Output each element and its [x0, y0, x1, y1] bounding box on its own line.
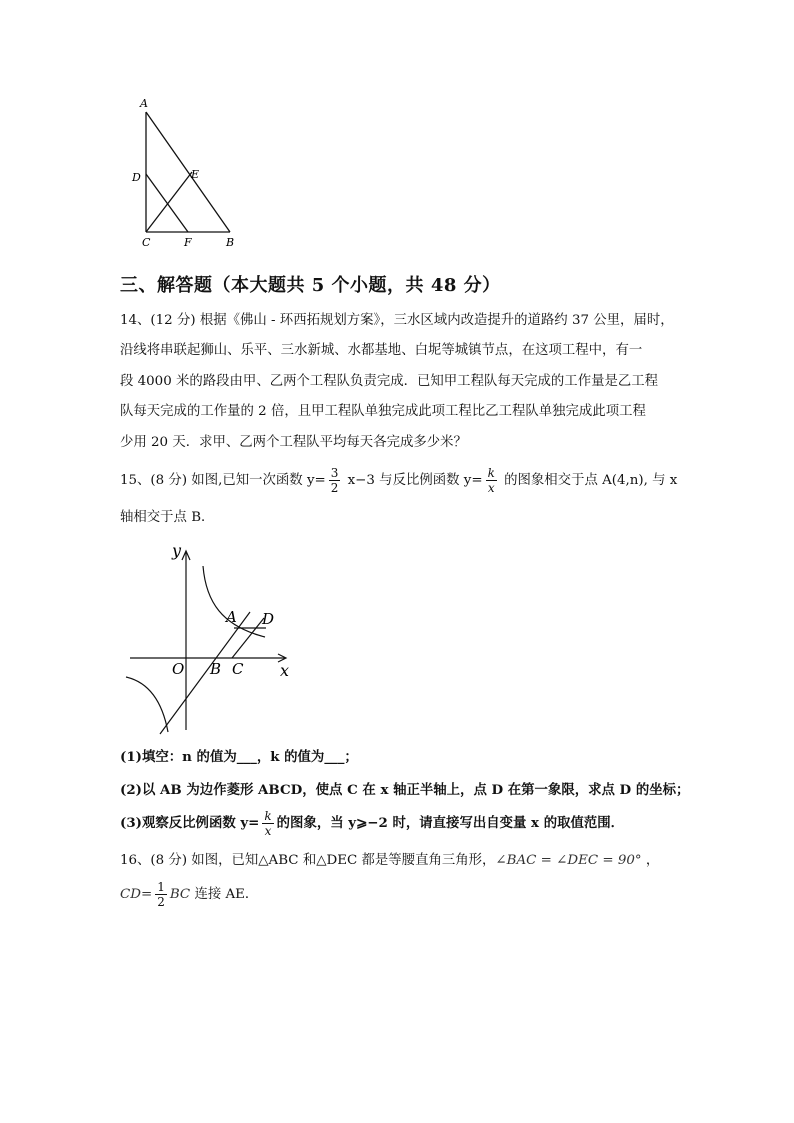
fraction-k-x: $\frac{k}{x}$: [487, 466, 495, 495]
q15-line2: 轴相交于点 B．: [120, 510, 215, 525]
fraction-k-x-2: $\frac{k}{x}$: [264, 809, 272, 838]
q14-line4: 队每天完成的工作量的 2 倍，且甲工程队单独完成此项工程比乙工程队单独完成此项工程: [120, 404, 646, 419]
q15-text-b: x−3 与反比例函数 y=: [343, 473, 483, 488]
axis-y-label: y: [172, 541, 182, 560]
q15-text-c: 的图象相交于点 A(4,n), 与 x: [499, 473, 678, 488]
q16-line2: [120, 880, 680, 910]
q15-sub1: (1)填空：n 的值为___，k 的值为___；: [120, 749, 358, 765]
q15-line1: [120, 466, 680, 496]
q15-sub3-text-b: 的图象，当 y⩾−2 时，请直接写出自变量 x 的取值范围．: [276, 815, 625, 831]
q16-text-c: 连接 AE．: [190, 887, 259, 902]
q16-angle: ∠BAC = ∠DEC = 90°: [495, 853, 642, 868]
q14-line3: 段 4000 米的路段由甲、乙两个工程队负责完成．已知甲工程队每天完成的工作量是乙工程: [120, 374, 659, 389]
label-B: B: [226, 236, 235, 249]
function-graph: [120, 540, 300, 736]
triangle-figure: [126, 96, 246, 256]
label-E: E: [191, 168, 200, 181]
q14-line1: 14、(12 分) 根据《佛山 - 环西拓规划方案》，三水区域内改造提升的道路约 37 公里，届时，: [120, 313, 674, 328]
label-A: A: [140, 97, 148, 110]
q16-text-b: ，: [641, 853, 660, 868]
q16-line1: [120, 848, 680, 874]
q16-bc: BC: [169, 887, 191, 902]
q15-sub3: [120, 808, 680, 838]
section-title: 三、解答题（本大题共 5 个小题，共 48 分）: [120, 275, 501, 296]
label-D: D: [132, 171, 141, 184]
point-D-label: D: [262, 610, 275, 628]
point-A-label: A: [226, 608, 237, 626]
q14-line2: 沿线将串联起狮山、乐平、三水新城、水都基地、白坭等城镇节点，在这项工程中，有一: [120, 343, 643, 358]
q15-sub3-text-a: (3)观察反比例函数 y=: [120, 815, 260, 831]
axis-x-label: x: [280, 661, 290, 680]
label-F: F: [184, 236, 192, 249]
label-C: C: [142, 236, 151, 249]
q16-text-a: 16、(8 分) 如图，已知△ABC 和△DEC 都是等腰直角三角形，: [120, 853, 496, 868]
q15-text-a: 15、(8 分) 如图,已知一次函数 y=: [120, 473, 326, 488]
q16-cd: CD=: [120, 887, 153, 902]
fraction-3-2: $\frac{3}{2}$: [330, 466, 339, 495]
q15-sub2: (2)以 AB 为边作菱形 ABCD，使点 C 在 x 轴正半轴上，点 D 在第一象限，求点 D 的坐标；: [120, 782, 690, 798]
q14-line5: 少用 20 天．求甲、乙两个工程队平均每天各完成多少米？: [120, 435, 467, 450]
origin-label: O: [172, 660, 185, 678]
point-B-label: B: [210, 660, 222, 678]
fraction-1-2: $\frac{1}{2}$: [157, 880, 165, 909]
point-C-label: C: [232, 660, 244, 678]
